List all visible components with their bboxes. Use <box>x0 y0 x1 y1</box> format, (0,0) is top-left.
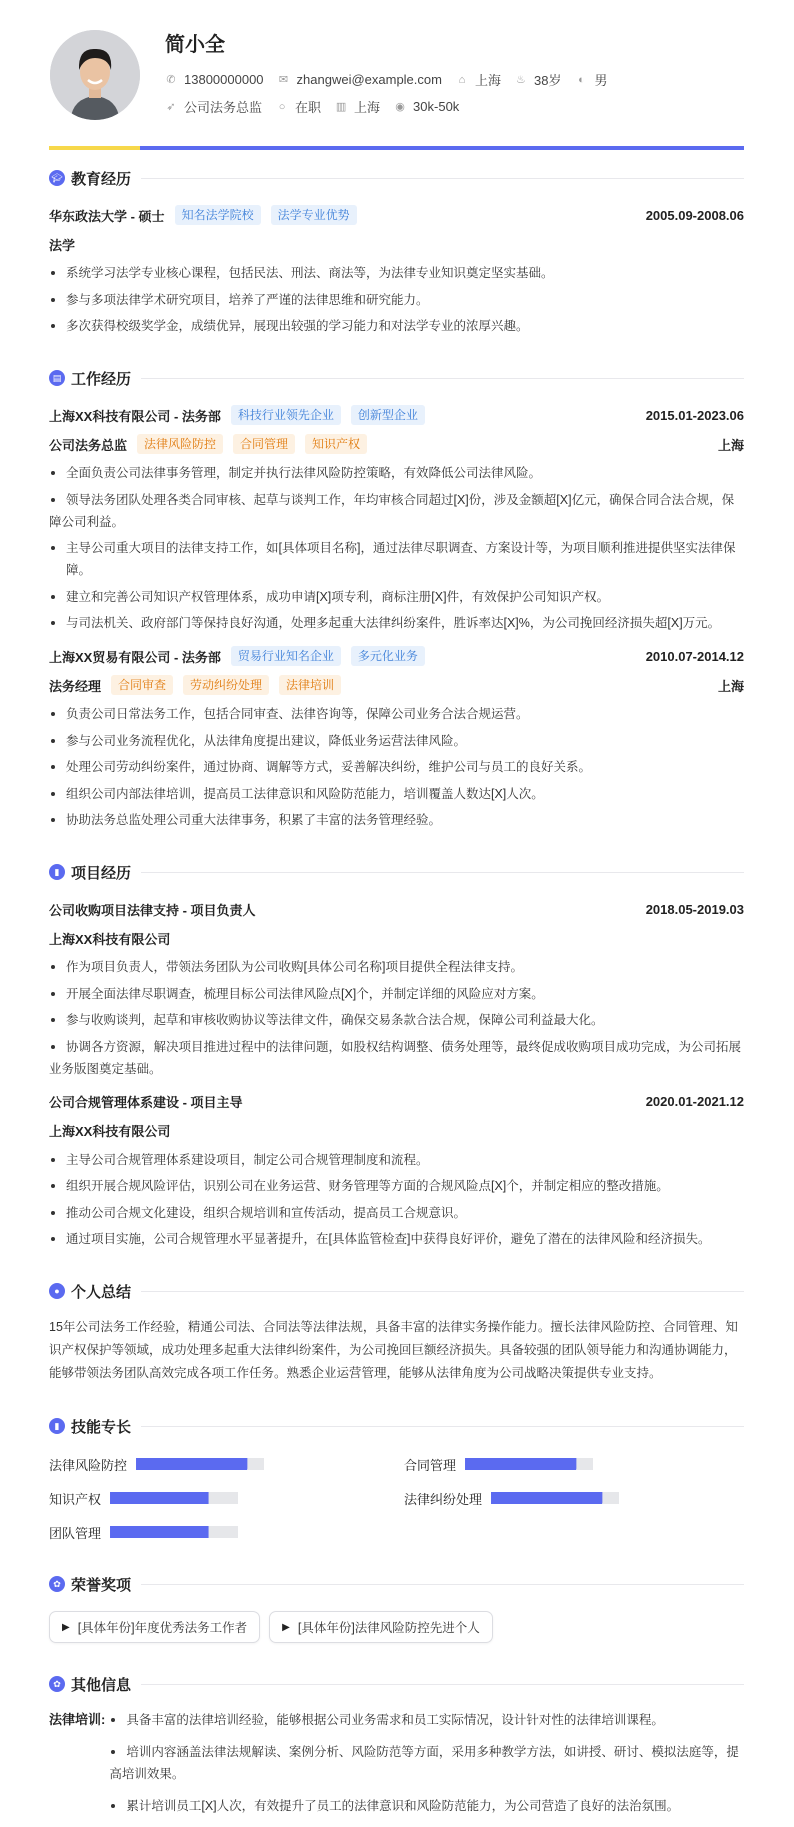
mail-icon: ✉ <box>278 74 289 86</box>
section-title: 工作经历 <box>71 370 132 388</box>
award-label: [具体年份]法律风险防控先进个人 <box>297 1621 480 1635</box>
tag: 知名法学院校 <box>175 205 261 225</box>
tag: 法学专业优势 <box>271 205 357 225</box>
job-intent-row <box>165 97 473 116</box>
target-city: 上海 <box>354 100 381 115</box>
status: 在职 <box>295 100 322 115</box>
work-city: 上海 <box>717 437 744 453</box>
user-icon: ● <box>49 1283 65 1299</box>
list-item: 负责公司日常法务工作，包括合同审查、法律咨询等，保障公司业务合法合规运营。 <box>49 703 744 725</box>
skill-bar <box>110 1526 238 1538</box>
project-bullets <box>49 956 744 1080</box>
skill-bar <box>465 1458 593 1470</box>
list-item: 开展全面法律尽职调查，梳理目标公司法律风险点[X]个，并制定详细的风险应对方案。 <box>49 983 744 1005</box>
phone-icon: ✆ <box>166 74 176 86</box>
project-name: 公司合规管理体系建设 - 项目主导 <box>49 1095 243 1110</box>
role-row <box>49 433 744 455</box>
tag: 多元化业务 <box>351 646 425 666</box>
skill-item <box>404 1453 744 1475</box>
skill-bar-fill <box>491 1492 602 1504</box>
education-entry <box>49 204 744 226</box>
section-title: 个人总结 <box>71 1283 132 1301</box>
section-skills <box>49 1415 744 1437</box>
tag: 法律风险防控 <box>137 434 223 454</box>
tag: 贸易行业知名企业 <box>231 646 341 666</box>
list-item: 培训内容涵盖法律法规解读、案例分析、风险防范等方面，采用多种教学方法，如讲授、研讨、模拟法庭等，提高培训效果。 <box>109 1741 744 1785</box>
skill-name: 合同管理 <box>404 1457 457 1473</box>
date: 2010.07-2014.12 <box>645 648 744 664</box>
summary-text: 15年公司法务工作经验，精通公司法、合同法等法律法规，具备丰富的法律实务操作能力。擅长法律风险防控、合同管理、知识产权保护等领域，成功处理多起重大法律纠纷案件，为公司挽回巨额经济损失。具备较强的团队领导能力和沟通协调能力，能够带领法务团队高效完成各项工作任务。熟悉企业运营管理，能够从法律角度为公司战略决策提供专业支持。 <box>49 1320 738 1380</box>
skill-bar-fill <box>465 1458 576 1470</box>
send-icon: ➶ <box>166 101 176 113</box>
salary: 30k-50k <box>413 99 460 114</box>
tag: 合同审查 <box>111 675 173 695</box>
status-icon: ○ <box>278 100 286 113</box>
candidate-name: 简小全 <box>165 34 225 56</box>
tag: 合同管理 <box>233 434 295 454</box>
major-row <box>49 233 744 255</box>
section-awards <box>49 1573 744 1595</box>
major: 法学 <box>49 237 76 253</box>
date: 2015.01-2023.06 <box>645 407 744 423</box>
project-bullets <box>49 1149 744 1251</box>
date: 2020.01-2021.12 <box>645 1094 744 1109</box>
list-item: 主导公司合规管理体系建设项目，制定公司合规管理制度和流程。 <box>49 1149 744 1171</box>
work-entry <box>49 404 744 426</box>
city: 上海 <box>474 73 501 88</box>
skill-name: 知识产权 <box>49 1491 102 1507</box>
list-item: 建立和完善公司知识产权管理体系，成功申请[X]项专利，商标注册[X]件，有效保护公司知识产权。 <box>49 586 744 608</box>
section-title: 项目经历 <box>71 864 132 882</box>
list-item: 参与多项法律学术研究项目，培养了严谨的法律思维和研究能力。 <box>49 289 744 311</box>
award-item <box>49 1611 260 1643</box>
school: 华东政法大学 - 硕士 <box>49 208 165 224</box>
skill-item <box>49 1453 404 1475</box>
section-education <box>49 167 744 189</box>
gender-icon: ◐ <box>578 73 585 86</box>
section-other <box>49 1673 744 1695</box>
list-item: 领导法务团队处理各类合同审核、起草与谈判工作，年均审核合同超过[X]份，涉及金额超[X]亿元，确保合同合法合规，保障公司利益。 <box>49 489 744 533</box>
skill-name: 法律风险防控 <box>49 1457 128 1473</box>
contact-row <box>165 70 621 89</box>
list-item: 全面负责公司法律事务管理，制定并执行法律风险防控策略，有效降低公司法律风险。 <box>49 462 744 484</box>
chart-icon: ▮ <box>49 864 65 880</box>
date: 2018.05-2019.03 <box>645 901 744 917</box>
section-work <box>49 367 744 389</box>
other-info <box>49 1709 744 1827</box>
list-item: 主导公司重大项目的法律支持工作，如[具体项目名称]，通过法律尽职调查、方案设计等，为项目顺利推进提供坚实法律保障。 <box>49 537 744 581</box>
list-item: 组织公司内部法律培训，提高员工法律意识和风险防范能力，培训覆盖人数达[X]人次。 <box>49 783 744 805</box>
skill-bar <box>491 1492 619 1504</box>
work-bullets <box>49 462 744 634</box>
list-item: 与司法机关、政府部门等保持良好沟通，处理多起重大法律纠纷案件，胜诉率达[X]%，为公司挽回经济损失超[X]万元。 <box>49 612 744 634</box>
skill-item <box>49 1487 404 1509</box>
work-bullets <box>49 703 744 831</box>
section-title: 教育经历 <box>71 170 132 188</box>
avatar <box>50 30 140 120</box>
list-item: 组织开展合规风险评估，识别公司在业务运营、财务管理等方面的合规风险点[X]个，并制定相应的整改措施。 <box>49 1175 744 1197</box>
gender: 男 <box>594 73 608 88</box>
list-item: 作为项目负责人，带领法务团队为公司收购[具体公司名称]项目提供全程法律支持。 <box>49 956 744 978</box>
section-title: 技能专长 <box>71 1418 132 1436</box>
section-title: 其他信息 <box>71 1676 132 1694</box>
list-item: 协调各方资源，解决项目推进过程中的法律问题，如股权结构调整、债务处理等，最终促成收购项目成功完成，为公司拓展业务版图奠定基础。 <box>49 1036 744 1080</box>
project-entry <box>49 898 744 920</box>
list-item: 通过项目实施，公司合规管理水平显著提升，在[具体监管检查]中获得良好评价，避免了潜在的法律风险和经济损失。 <box>49 1228 744 1250</box>
company: 上海XX贸易有限公司 - 法务部 <box>49 649 221 665</box>
skill-item <box>49 1521 404 1543</box>
list-item: 累计培训员工[X]人次，有效提升了员工的法律意识和风险防范能力，为公司营造了良好的法治氛围。 <box>109 1795 744 1817</box>
award-item <box>269 1611 493 1643</box>
date: 2005.09-2008.06 <box>645 207 744 223</box>
cake-icon: ♨ <box>516 74 526 86</box>
project-name: 公司收购项目法律支持 - 项目负责人 <box>49 902 256 918</box>
skill-name: 法律纠纷处理 <box>404 1491 483 1507</box>
resume-header <box>49 0 744 150</box>
section-summary <box>49 1280 744 1302</box>
project-company-row <box>49 927 744 949</box>
company: 上海XX科技有限公司 - 法务部 <box>49 408 221 424</box>
list-item: 具备丰富的法律培训经验，能够根据公司业务需求和员工实际情况，设计针对性的法律培训课程。 <box>109 1709 744 1731</box>
graduation-cap-icon: 🎓︎ <box>49 170 65 186</box>
list-item: 推动公司合规文化建设，组织合规培训和宣传活动，提高员工合规意识。 <box>49 1202 744 1224</box>
briefcase-icon: ▤ <box>49 370 65 386</box>
award-label: [具体年份]年度优秀法务工作者 <box>77 1621 248 1635</box>
skill-item <box>404 1487 744 1509</box>
education-bullets <box>49 262 744 337</box>
list-item: 系统学习法学专业核心课程，包括民法、刑法、商法等，为法律专业知识奠定坚实基础。 <box>49 262 744 284</box>
tag: 劳动纠纷处理 <box>183 675 269 695</box>
tag: 知识产权 <box>305 434 367 454</box>
list-item: 处理公司劳动纠纷案件，通过协商、调解等方式，妥善解决纠纷，维护公司与员工的良好关系。 <box>49 756 744 778</box>
tag: 创新型企业 <box>351 405 425 425</box>
project-company: 上海XX科技有限公司 <box>49 931 171 947</box>
work-entry <box>49 645 744 667</box>
role-row <box>49 674 744 696</box>
triangle-right-icon: ▶ <box>62 1621 70 1633</box>
skill-bar-fill <box>136 1458 247 1470</box>
skill-bar <box>136 1458 264 1470</box>
project-company-row <box>49 1120 744 1142</box>
skill-name: 团队管理 <box>49 1525 102 1541</box>
role: 法务经理 <box>49 678 102 694</box>
list-item: 协助法务总监处理公司重大法律事务，积累了丰富的法务管理经验。 <box>49 809 744 831</box>
skill-bar-fill <box>110 1492 209 1504</box>
info-icon: ✿ <box>49 1676 65 1692</box>
tag: 科技行业领先企业 <box>231 405 341 425</box>
other-label: 法律培训: <box>49 1712 106 1727</box>
age: 38岁 <box>533 73 562 88</box>
triangle-right-icon: ▶ <box>282 1621 290 1633</box>
medal-icon: ✿ <box>49 1576 65 1592</box>
list-item: 参与收购谈判，起草和审核收购协议等法律文件，确保交易条款合法合规，保障公司利益最大化。 <box>49 1009 744 1031</box>
list-item: 多次获得校级奖学金，成绩优异，展现出较强的学习能力和对法学专业的浓厚兴趣。 <box>49 315 744 337</box>
salary-icon: ◉ <box>395 101 405 113</box>
skill-bar-fill <box>110 1526 209 1538</box>
role: 公司法务总监 <box>49 437 128 453</box>
position: 公司法务总监 <box>184 100 263 115</box>
other-bullets <box>109 1709 744 1827</box>
list-item: 参与公司业务流程优化，从法律角度提出建议，降低业务运营法律风险。 <box>49 730 744 752</box>
project-company: 上海XX科技有限公司 <box>49 1124 171 1139</box>
skill-bar <box>110 1492 238 1504</box>
awards-list <box>49 1611 744 1643</box>
email: zhangwei@example.com <box>296 72 442 87</box>
skills-grid <box>49 1453 744 1543</box>
project-entry <box>49 1091 744 1113</box>
phone: 13800000000 <box>184 72 264 87</box>
section-projects <box>49 861 744 883</box>
section-title: 荣誉奖项 <box>71 1576 132 1594</box>
building-icon: ▥ <box>335 101 347 113</box>
home-icon: ⌂ <box>458 73 466 86</box>
tag: 法律培训 <box>279 675 341 695</box>
header-divider <box>49 146 744 150</box>
chart-icon: ▮ <box>49 1418 65 1434</box>
work-city: 上海 <box>717 678 744 694</box>
